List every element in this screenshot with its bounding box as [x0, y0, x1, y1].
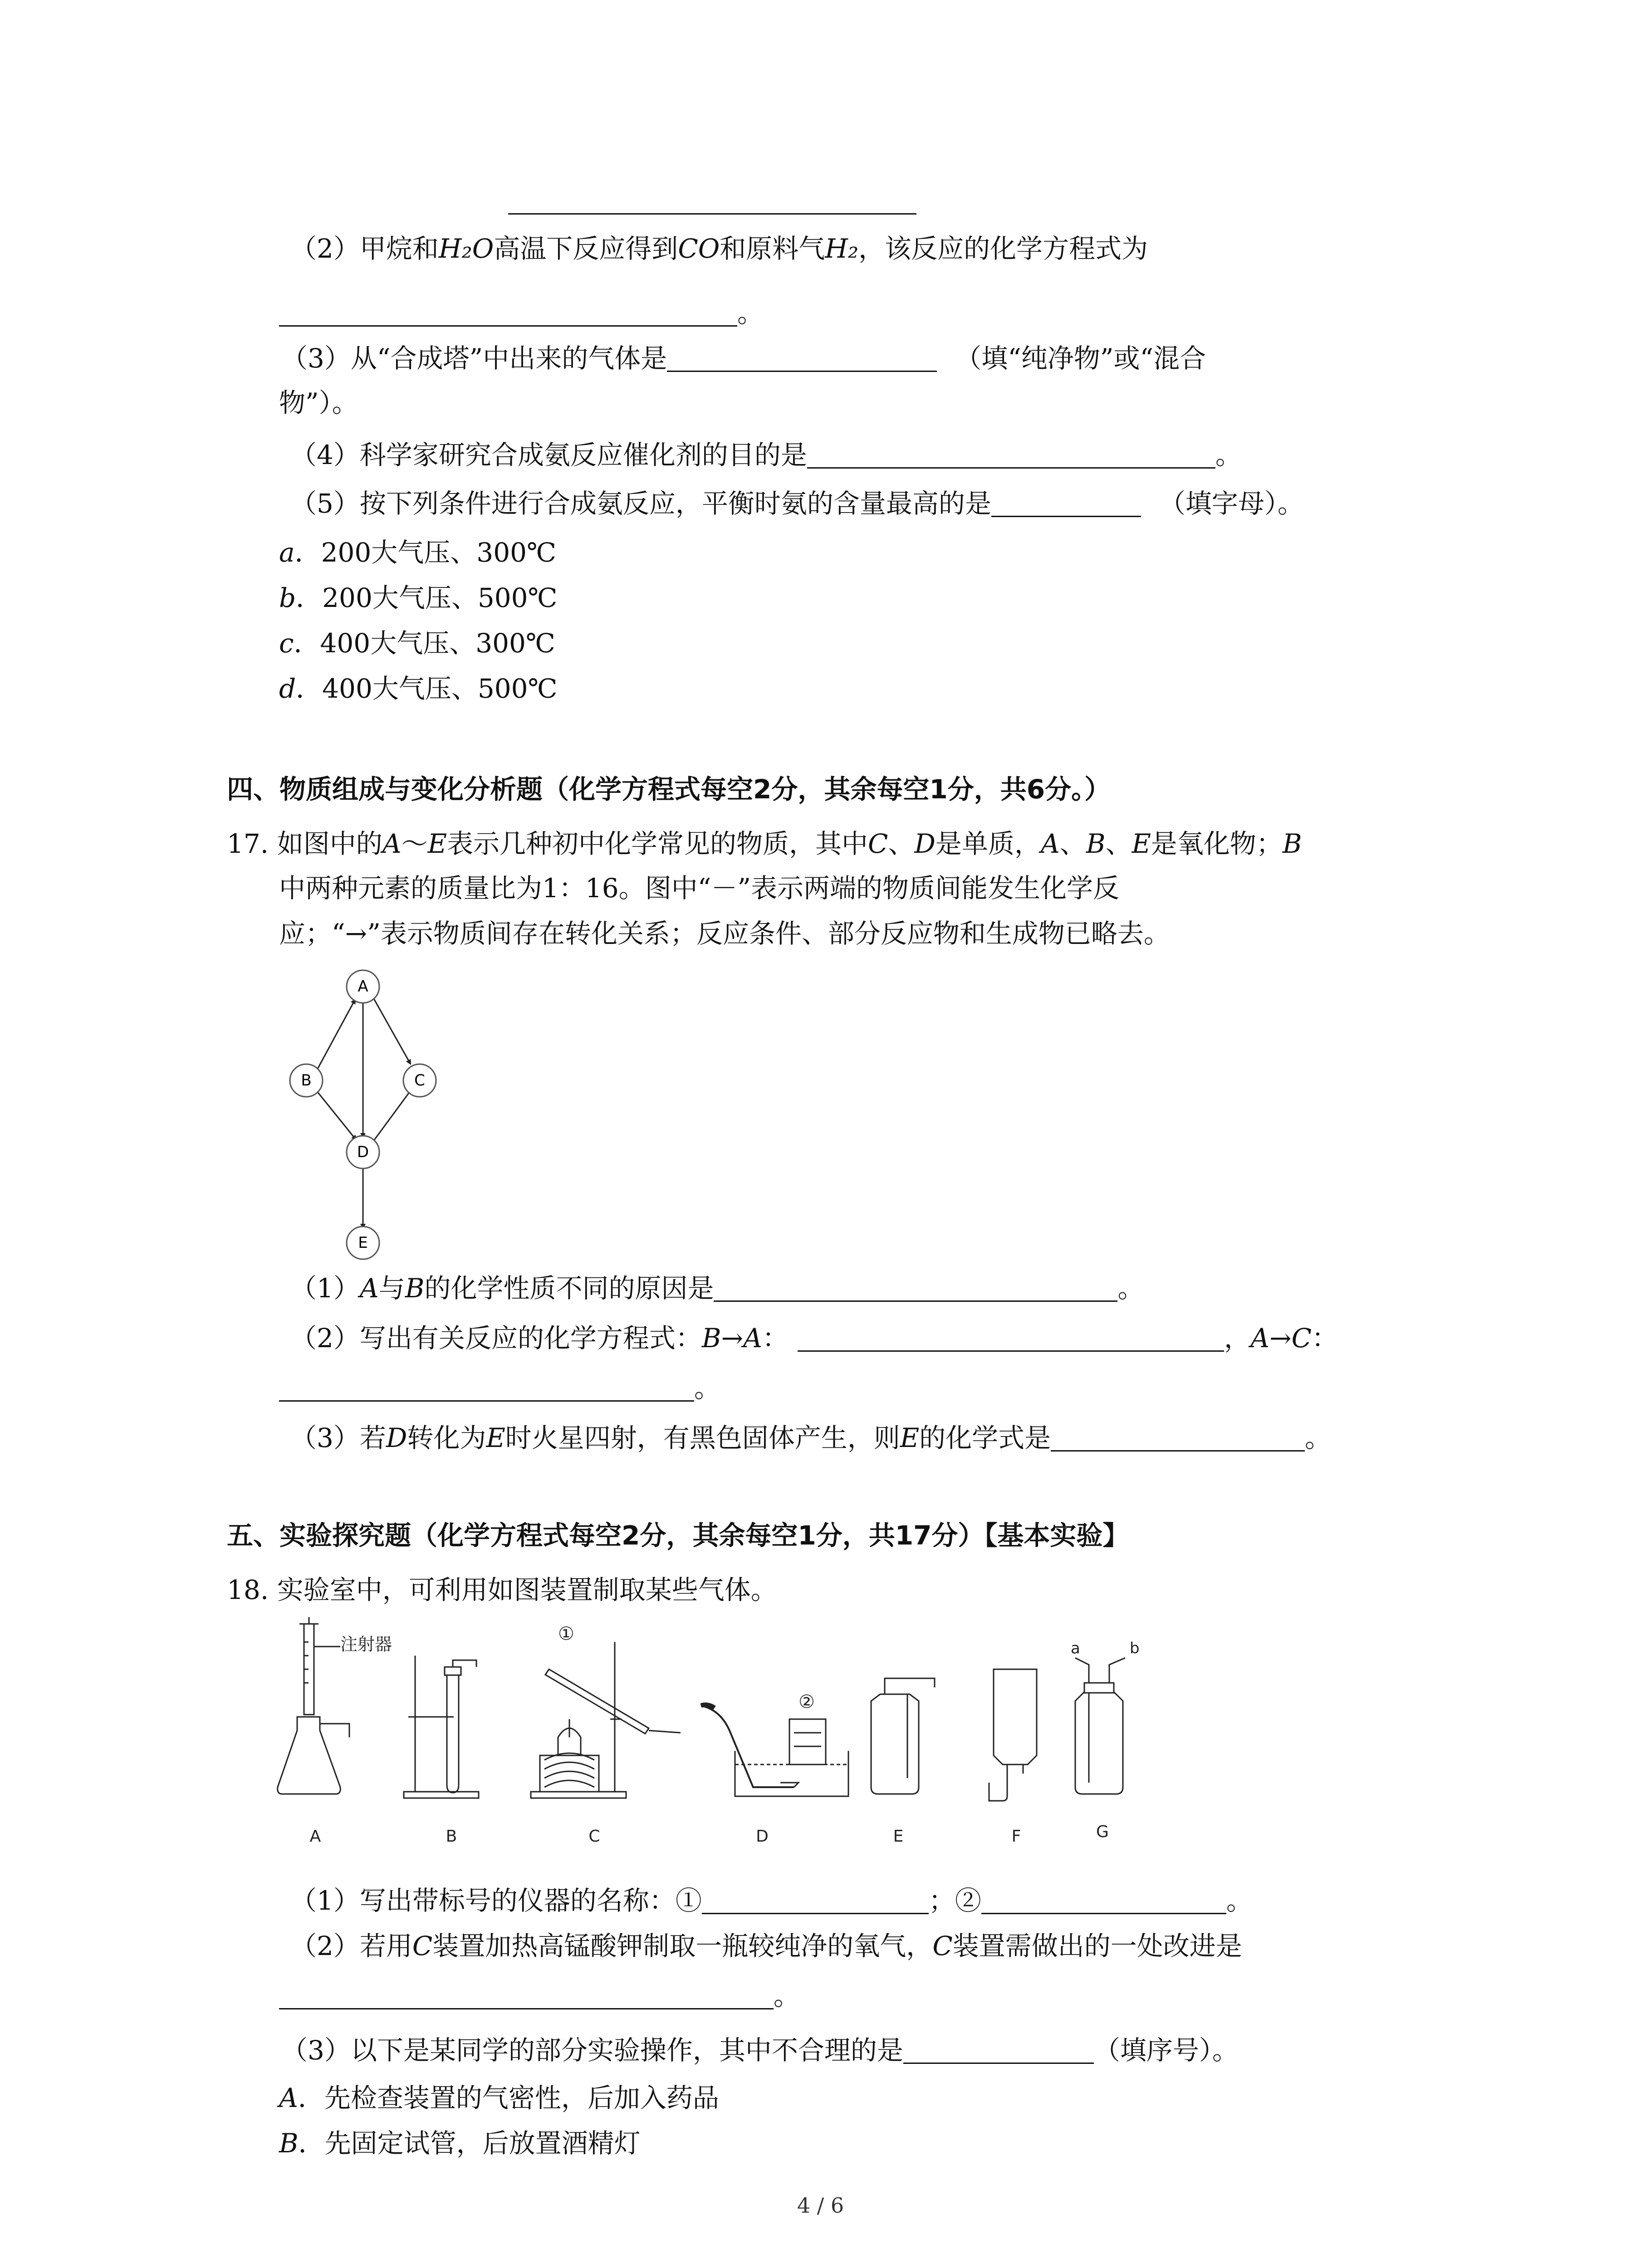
q18-part1: （1）写出带标号的仪器的名称：① ；② 。	[290, 1885, 1253, 1916]
label-e: E	[893, 1827, 904, 1846]
answer-blank[interactable]	[1051, 1422, 1305, 1452]
q16-part3-cont: 物”）。	[279, 387, 358, 418]
q17-line3: 应；“→”表示物质间存在转化关系；反应条件、部分反应物和生成物已略去。	[279, 918, 1170, 949]
q16-part4: （4）科学家研究合成氨反应催化剂的目的是 。	[290, 440, 1242, 470]
q18-part2-cont: 。	[279, 1978, 800, 2014]
node-c-label: C	[414, 1071, 425, 1090]
q16-part3: （3）从“合成塔”中出来的气体是 （填“纯净物”或“混合	[281, 343, 1206, 374]
q18-option-b: B．先固定试管，后放置酒精灯	[279, 2128, 641, 2159]
q17-line2: 中两种元素的质量比为1：16。图中“－”表示两端的物质间能发生化学反	[279, 873, 1120, 904]
option-d: d．400大气压、500℃	[279, 673, 558, 704]
node-a-label: A	[358, 978, 368, 996]
q18-part3: （3）以下是某同学的部分实验操作，其中不合理的是 （填序号）。	[281, 2035, 1239, 2066]
answer-blank[interactable]	[798, 1322, 1224, 1352]
answer-blank[interactable]	[702, 1885, 929, 1914]
q17-part2: （2）写出有关反应的化学方程式：B→A： ，A→C：	[290, 1323, 1338, 1354]
label-c: C	[588, 1827, 600, 1846]
apparatus-e-gas-bottle	[871, 1678, 935, 1794]
answer-blank[interactable]	[991, 488, 1141, 517]
q17-line1: 17. 如图中的A～E表示几种初中化学常见的物质，其中C、D是单质，A、B、E是氧化物；B	[227, 828, 1302, 859]
apparatus-g-two-tube-bottle	[1075, 1658, 1125, 1794]
q18-intro: 18. 实验室中，可利用如图装置制取某些气体。	[227, 1574, 777, 1605]
label-f: F	[1011, 1827, 1021, 1846]
q18-apparatus-figure	[272, 1615, 1180, 1878]
mark-2: ②	[798, 1691, 815, 1712]
section4-heading: 四、物质组成与变化分析题（化学方程式每空2分，其余每空1分，共6分。）	[227, 774, 1111, 805]
answer-blank[interactable]	[279, 1980, 774, 2009]
answer-blank[interactable]	[714, 1272, 1117, 1302]
page-number: 4 / 6	[797, 2193, 844, 2218]
node-e-label: E	[358, 1234, 368, 1252]
q17-relationship-diagram	[272, 957, 463, 1266]
node-b-label: B	[301, 1071, 312, 1090]
mark-1: ①	[558, 1623, 574, 1644]
arrow-a-to-c	[373, 998, 411, 1064]
answer-blank[interactable]	[981, 1885, 1226, 1914]
option-b: b．200大气压、500℃	[279, 582, 558, 613]
q17-part1: （1）A与B的化学性质不同的原因是 。	[290, 1273, 1144, 1304]
label-b: B	[446, 1827, 457, 1846]
syringe-label: 注射器	[340, 1634, 392, 1654]
option-c: c．400大气压、300℃	[279, 628, 555, 659]
answer-blank[interactable]	[667, 342, 937, 372]
answer-blank[interactable]	[279, 297, 737, 327]
answer-blank[interactable]	[807, 439, 1215, 469]
option-a: a．200大气压、300℃	[279, 537, 556, 568]
q16-part5: （5）按下列条件进行合成氨反应，平衡时氨的含量最高的是 （填字母）。	[290, 488, 1304, 519]
q18-part2: （2）若用C装置加热高锰酸钾制取一瓶较纯净的氧气，C装置需做出的一处改进是	[290, 1931, 1242, 1961]
apparatus-b-stand-tube	[404, 1656, 479, 1798]
label-d: D	[756, 1827, 769, 1846]
section5-heading: 五、实验探究题（化学方程式每空2分，其余每空1分，共17分）【基本实验】	[227, 1520, 1129, 1551]
q18-option-a: A．先检查装置的气密性，后加入药品	[279, 2082, 719, 2113]
apparatus-a-syringe-flask	[278, 1617, 349, 1794]
tube-a-label: a	[1071, 1639, 1080, 1657]
apparatus-f-inverted-bottle	[989, 1669, 1037, 1801]
answer-blank[interactable]	[279, 1372, 694, 1402]
q16-part2-blank-line: 。	[279, 295, 764, 331]
line-c-d	[374, 1092, 410, 1140]
q16-part2: （2）甲烷和H₂O高温下反应得到CO和原料气H₂，该反应的化学方程式为	[290, 233, 1148, 264]
arrow-b-to-d	[317, 1091, 356, 1140]
q17-part2-cont: 。	[279, 1370, 720, 1406]
tube-b-label: b	[1130, 1639, 1140, 1657]
answer-blank[interactable]	[903, 2034, 1094, 2064]
apparatus-c-heating	[531, 1642, 681, 1798]
apparatus-d-water-trough	[701, 1705, 848, 1796]
answer-blank-top	[508, 213, 916, 215]
q17-part3: （3）若D转化为E时火星四射，有黑色固体产生，则E的化学式是 。	[290, 1422, 1332, 1453]
label-g: G	[1096, 1823, 1109, 1841]
node-d-label: D	[357, 1143, 369, 1161]
label-a: A	[309, 1827, 321, 1846]
arrow-b-to-a	[317, 999, 355, 1070]
